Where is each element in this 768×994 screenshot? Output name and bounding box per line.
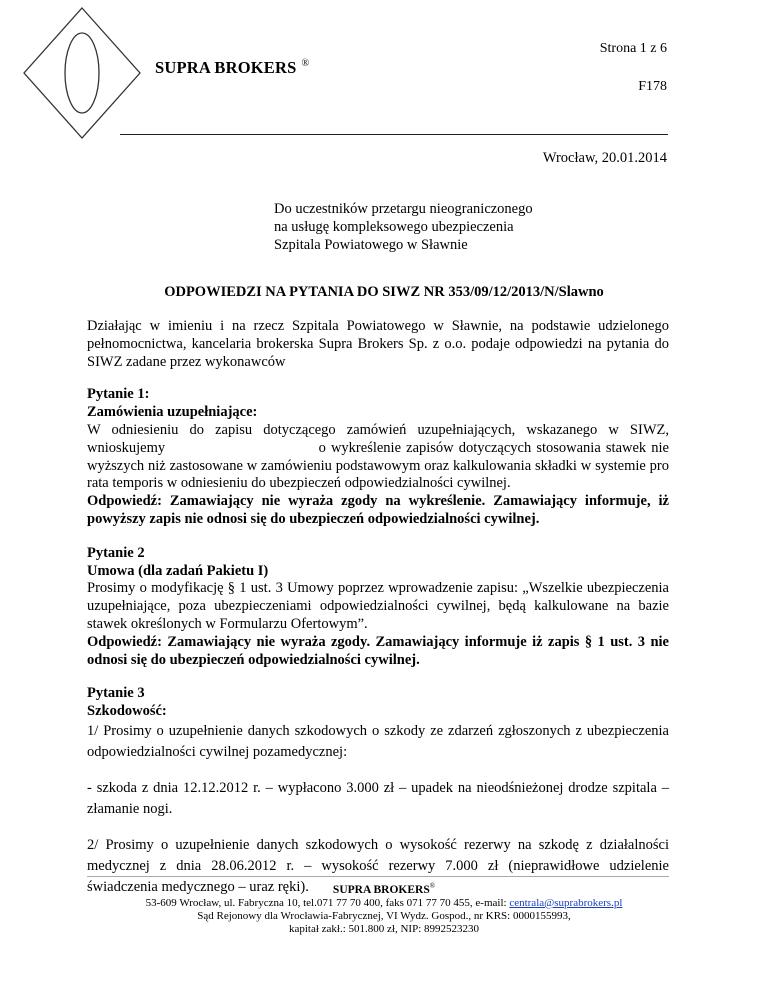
question-1-subheading: Zamówienia uzupełniające: bbox=[87, 404, 258, 421]
question-2-heading: Pytanie 2 bbox=[87, 544, 145, 561]
footer-capital: kapitał zakł.: 501.800 zł, NIP: 8992523230 bbox=[288, 922, 480, 935]
question-2-text: Prosimy o modyfikację § 1 ust. 3 Umowy poprzez wprowadzenie zapisu: „Wszelkie ubezpieczenia uzupełniające, poza ubezpieczeniami odpowiedzialności cywilnej, będą kalkulowane na bazie stawek określonych w Formularzu Ofertowym”. bbox=[87, 580, 669, 632]
footer-address: 53-609 Wrocław, ul. Fabryczna 10, tel.071 77 70 400, faks 071 77 70 455, e-mail: centrala@suprabrokers.pl bbox=[145, 896, 623, 909]
footer-brand: SUPRA BROKERS® bbox=[332, 882, 436, 896]
document-body bbox=[87, 318, 673, 898]
recipient-block bbox=[274, 200, 533, 254]
question-1-heading: Pytanie 1: bbox=[87, 386, 150, 403]
question-3-reserve: 2/ Prosimy o uzupełnienie danych szkodowych o wysokość rezerwy na szkodę z działalności medycznej z dnia 28.06.2012 r. – wysokość rezerwy 7.000 zł (nieprawidłowe udzielenie świadczenia medycznego – uraz ręki). bbox=[87, 836, 669, 895]
question-1-text: W odniesieniu do zapisu dotyczącego zamówień uzupełniających, wskazanego w SIWZ, wnioskujemy o wykreślenie zapisów dotyczących stosowania stawek nie wyższych niż zastosowane w zamówieniu podstawowym oraz kalkulowania składki w systemie pro rata temporis w odniesieniu do ubezpieczeń odpowiedzialności cywilnej. bbox=[87, 421, 673, 492]
question-2-subheading: Umowa (dla zadań Pakietu I) bbox=[87, 562, 269, 579]
recipient-line: Do uczestników przetargu nieograniczonego bbox=[274, 201, 533, 217]
intro-paragraph: Działając w imieniu i na rzecz Szpitala Powiatowego w Sławnie, na podstawie udzielonego pełnomocnictwa, kancelaria brokerska Supra Brokers Sp. z o.o. podaje odpowiedzi na pytania do SIWZ zadane przez wykonawców bbox=[87, 318, 669, 370]
question-1-answer: Odpowiedź: Zamawiający nie wyraża zgody na wykreślenie. Zamawiający informuje, iż powyższy zapis nie odnosi się do ubezpieczeń odpowiedzialności cywilnej. bbox=[87, 493, 669, 527]
company-logo bbox=[22, 6, 142, 140]
question-3-heading: Pytanie 3 bbox=[87, 685, 145, 702]
footer-court: Sąd Rejonowy dla Wrocławia-Fabrycznej, VI Wydz. Gospod., nr KRS: 0000155993, bbox=[197, 909, 571, 922]
question-3-subheading: Szkodowość: bbox=[87, 703, 167, 720]
header-divider bbox=[120, 134, 668, 135]
page-number: Strona 1 z 6 bbox=[599, 41, 667, 56]
question-2-answer: Odpowiedź: Zamawiający nie wyraża zgody. Zamawiający informuje iż zapis § 1 ust. 3 nie odnosi się do ubezpieczeń odpowiedzialności cywilnej. bbox=[87, 633, 669, 668]
document-title: ODPOWIEDZI NA PYTANIA DO SIWZ NR 353/09/12/2013/N/Slawno bbox=[164, 284, 604, 300]
footer bbox=[0, 880, 768, 936]
recipient-line: Szpitala Powiatowego w Sławnie bbox=[274, 237, 468, 253]
brand-name: SUPRA BROKERS ® bbox=[155, 58, 310, 77]
question-3-claim: - szkoda z dnia 12.12.2012 r. – wypłacono 3.000 zł – upadek na nieodśnieżonej drodze szpitala – złamanie nogi. bbox=[87, 779, 669, 817]
footer-email-link[interactable]: centrala@suprabrokers.pl bbox=[509, 896, 623, 909]
date-line: Wrocław, 20.01.2014 bbox=[542, 150, 667, 166]
footer-divider bbox=[87, 876, 669, 877]
form-code: F178 bbox=[638, 79, 667, 94]
question-3-text: 1/ Prosimy o uzupełnienie danych szkodowych o szkody ze zdarzeń zgłoszonych z ubezpieczenia odpowiedzialności cywilnej pozamedycznej: bbox=[87, 722, 669, 760]
recipient-line: na usługę kompleksowego ubezpieczenia bbox=[274, 219, 514, 235]
